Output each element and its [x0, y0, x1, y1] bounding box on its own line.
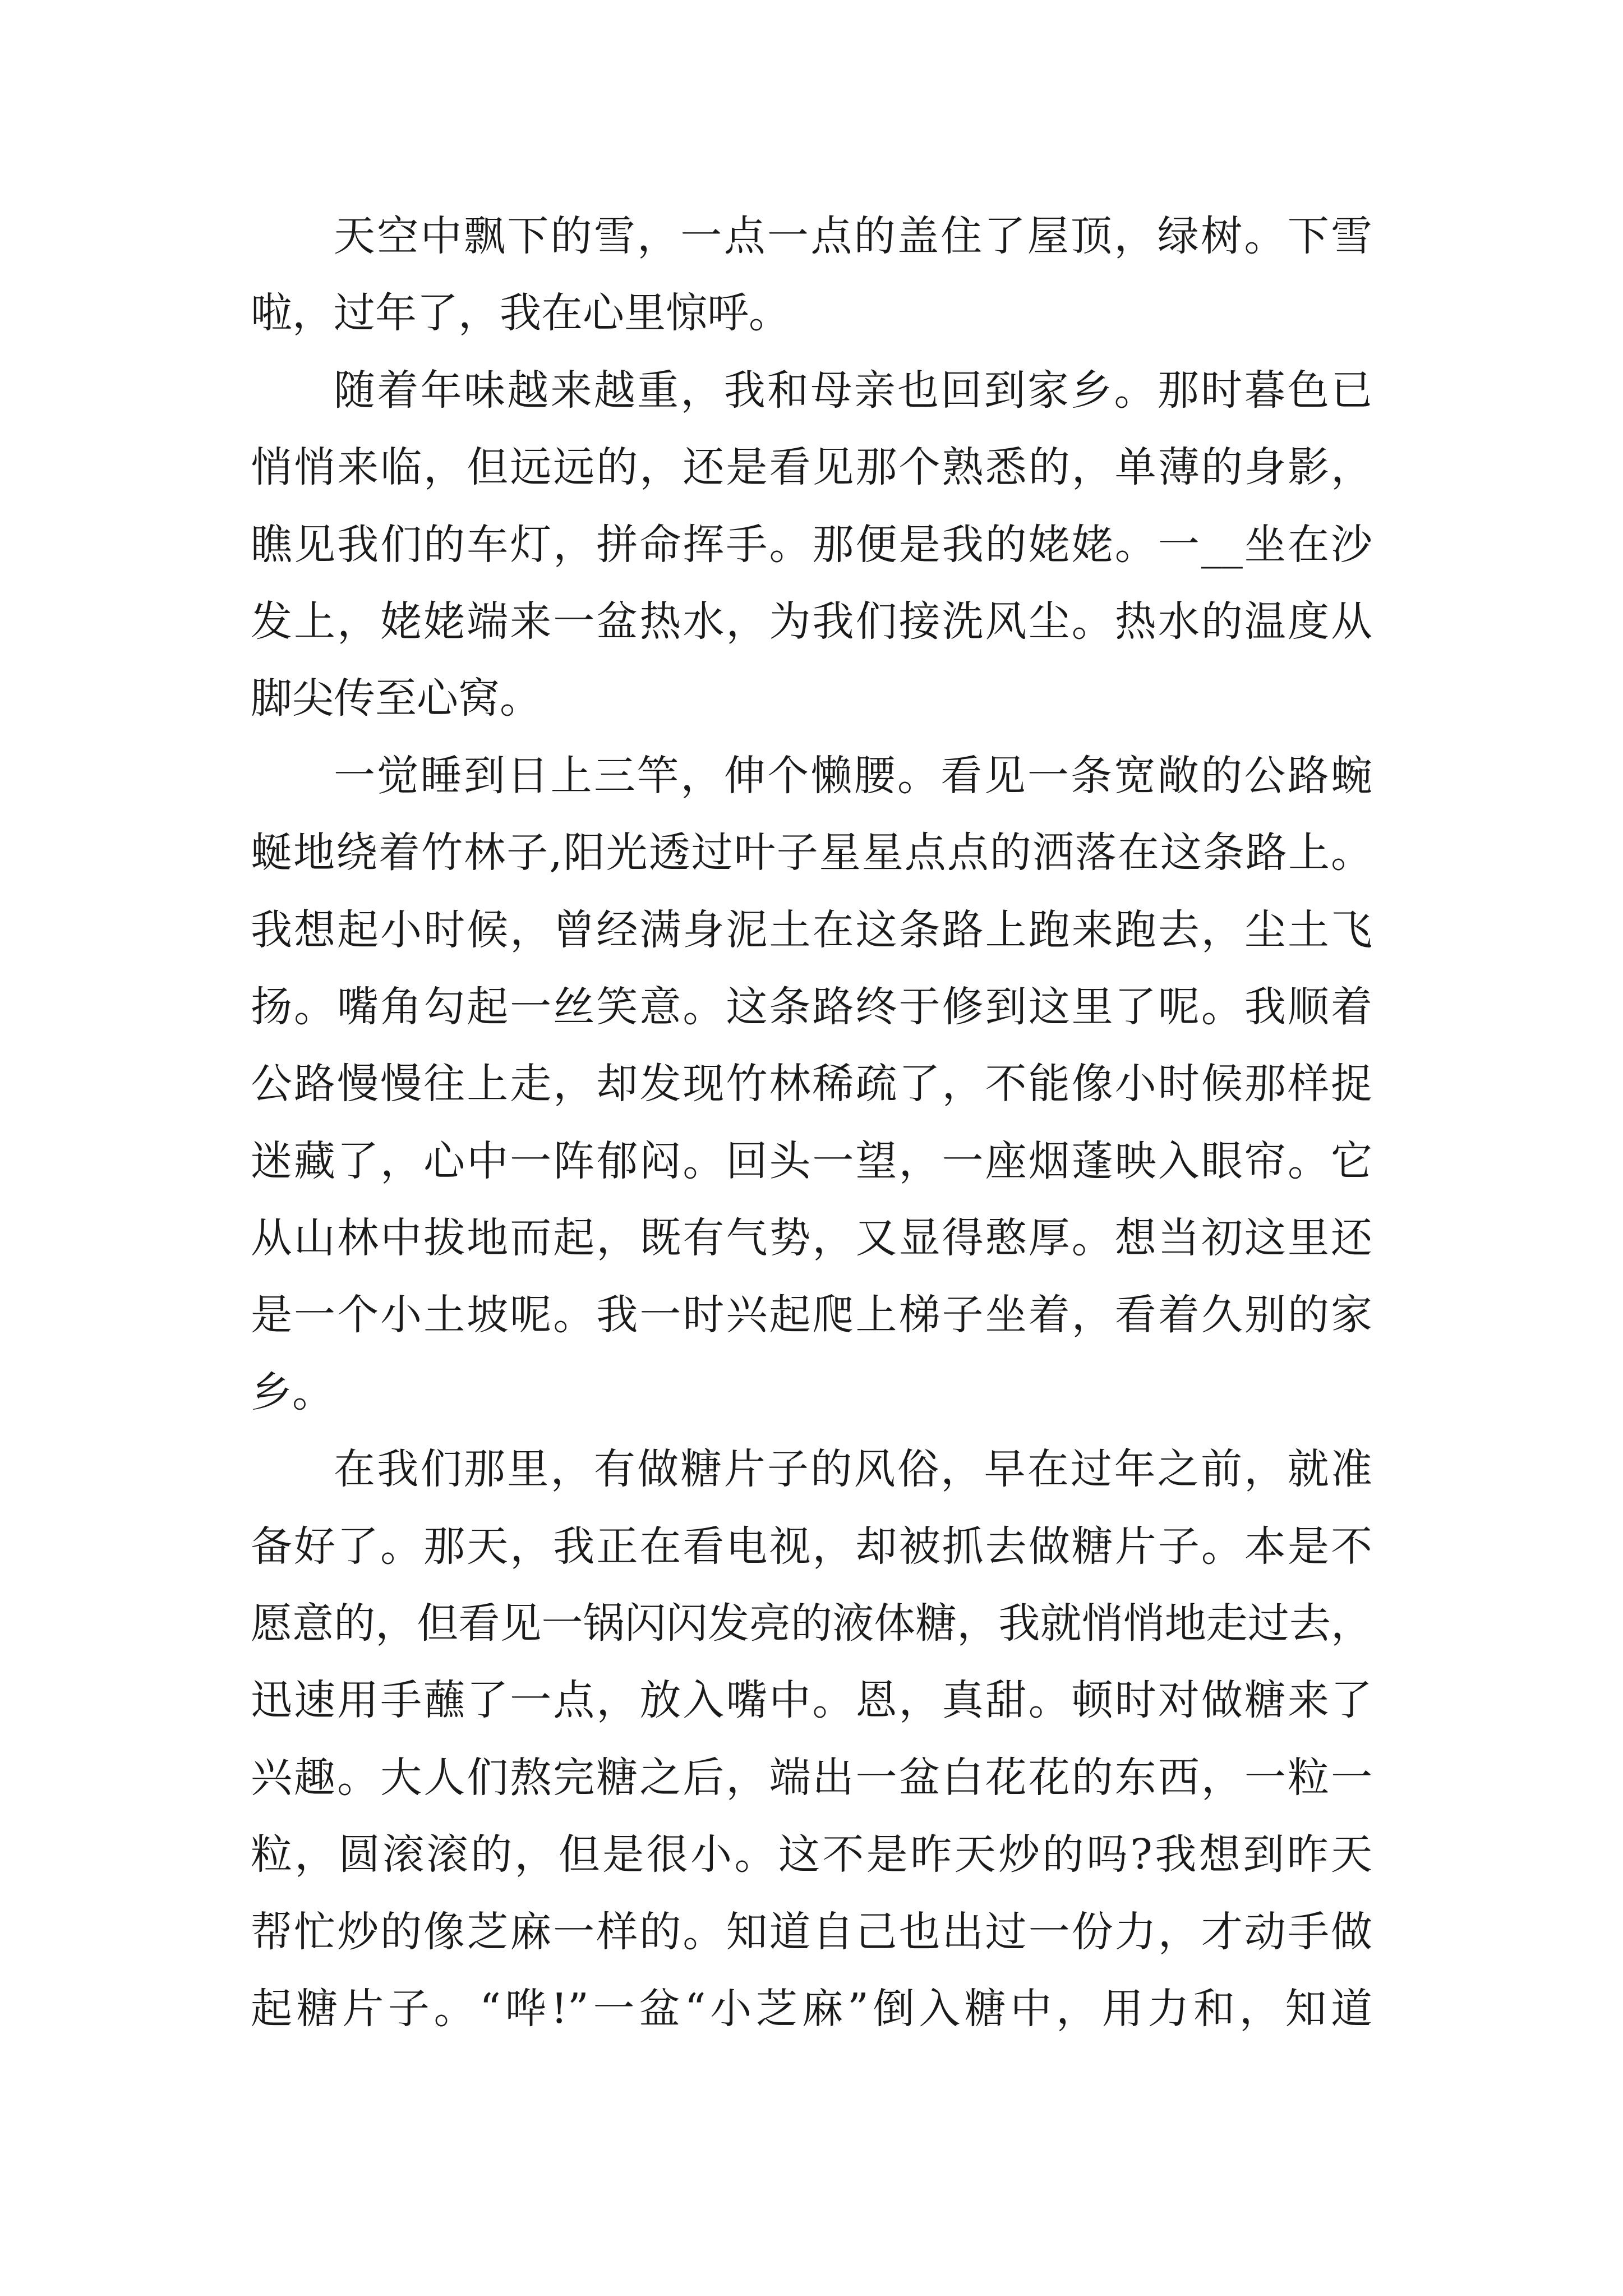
text-line: 我想起小时候，曾经满身泥土在这条路上跑来跑去，尘土飞 — [251, 905, 1372, 954]
text-line: 发上，姥姥端来一盆热水，为我们接洗风尘。热水的温度从 — [251, 597, 1372, 646]
text-line: 蜒地绕着竹林子,阳光透过叶子星星点点的洒落在这条路上。 — [251, 829, 1372, 877]
paragraph-3 — [251, 738, 1372, 1432]
paragraph-4 — [251, 1431, 1372, 2047]
text-line: 愿意的，但看见一锅闪闪发亮的液体糖，我就悄悄地走过去， — [251, 1599, 1372, 1648]
text-line: 从山林中拔地而起，既有气势，又显得憨厚。想当初这里还 — [251, 1214, 1372, 1263]
text-line: 扬。嘴角勾起一丝笑意。这条路终于修到这里了呢。我顺着 — [251, 982, 1372, 1031]
text-line: 随着年味越来越重，我和母亲也回到家乡。那时暮色已 — [334, 366, 1372, 415]
document-body — [251, 198, 1372, 2047]
text-line: 悄悄来临，但远远的，还是看见那个熟悉的，单薄的身影， — [251, 443, 1372, 492]
paragraph-1 — [251, 198, 1372, 352]
text-line: 兴趣。大人们熬完糖之后，端出一盆白花花的东西，一粒一 — [251, 1753, 1372, 1802]
text-line: 粒，圆滚滚的，但是很小。这不是昨天炒的吗?我想到昨天 — [251, 1830, 1372, 1879]
text-line: 啦，过年了，我在心里惊呼。 — [251, 289, 790, 338]
text-line: 迷藏了，心中一阵郁闷。回头一望，一座烟蓬映入眼帘。它 — [251, 1137, 1372, 1185]
text-line: 公路慢慢往上走，却发现竹林稀疏了，不能像小时候那样捉 — [251, 1060, 1372, 1108]
paragraph-2 — [251, 352, 1372, 738]
text-line: 备好了。那天，我正在看电视，却被抓去做糖片子。本是不 — [251, 1522, 1372, 1571]
text-line: 是一个小土坡呢。我一时兴起爬上梯子坐着，看着久别的家 — [251, 1291, 1372, 1340]
text-line: 脚尖传至心窝。 — [251, 674, 541, 723]
text-line: 一觉睡到日上三竿，伸个懒腰。看见一条宽敞的公路蜿 — [334, 751, 1372, 800]
text-line: 帮忙炒的像芝麻一样的。知道自己也出过一份力，才动手做 — [251, 1907, 1372, 1956]
text-line: 乡。 — [251, 1368, 334, 1416]
text-line: 天空中飘下的雪，一点一点的盖住了屋顶，绿树。下雪 — [334, 212, 1372, 260]
text-line: 瞧见我们的车灯，拼命挥手。那便是我的姥姥。一__坐在沙 — [251, 520, 1372, 569]
text-line: 起糖片子。“哗!”一盆“小芝麻”倒入糖中，用力和，知道 — [251, 1984, 1372, 2033]
text-line: 迅速用手蘸了一点，放入嘴中。恩，真甜。顿时对做糖来了 — [251, 1676, 1372, 1725]
text-line: 在我们那里，有做糖片子的风俗，早在过年之前，就准 — [334, 1445, 1372, 1494]
